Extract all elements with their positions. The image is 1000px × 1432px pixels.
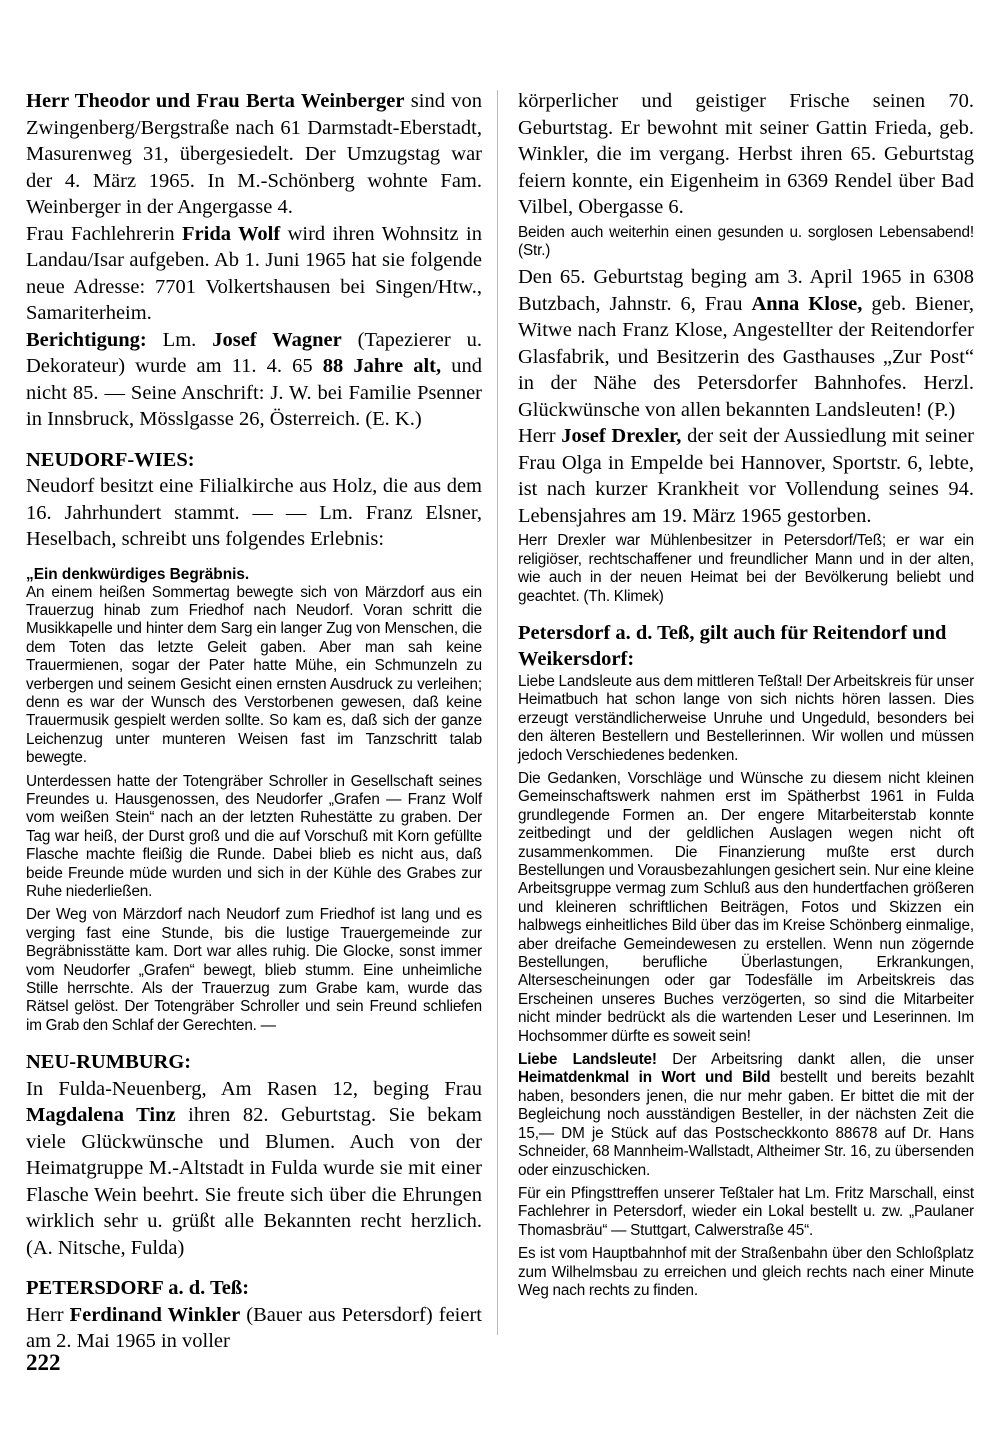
paragraph-small: Der Weg von Märzdorf nach Neudorf zum Friedhof ist lang und es verging fast eine Stunde, bis die lustige Trauergemeinde zur Begräbnisstätte kam. Dort war alles ruhig. Die Glocke, sonst immer vom Neudorfer „Grafen“ bewegt, blieb stumm. Eine unheimliche Stille herrschte. Als der Trauerzug zum Grabe kam, wurde das Rätsel gelöst. Der Totengräber Schroller und sein Freund schliefen im Grab den Schlaf der Gerechten. — [26, 906, 482, 1034]
right-column [518, 88, 974, 1338]
section-heading: PETERSDORF a. d. Teß: [26, 1277, 250, 1300]
section-heading: NEUDORF-WIES: [26, 448, 195, 471]
left-column [26, 88, 483, 1353]
paragraph-small: Für ein Pfingsttreffen unserer Teßtaler hat Lm. Fritz Marschall, einst Fachlehrer in Petersdorf, wieder ein Lokal bestellt u. zw. „Paulaner Thomasbräu“ — Stuttgart, Calwerstraße 45“. [518, 1184, 974, 1239]
paragraph: Neudorf besitzt eine Filialkirche aus Holz, die aus dem 16. Jahrhundert stammt. — — Lm. Franz Elsner, Heselbach, schreibt uns folgendes Erlebnis: [26, 475, 482, 550]
paragraph-small: Herr Drexler war Mühlenbesitzer in Petersdorf/Teß; er war ein religiöser, rechtschaffener und freundlicher Mann und in der alten, wie auch in der neuen Heimat bei der Bevölkerung beliebt und geachtet. (Th. Klimek) [518, 532, 974, 605]
paragraph: Herr Josef Drexler, der seit der Aussiedlung mit seiner Frau Olga in Empelde bei Hannover, Sportstr. 6, lebte, ist nach kurzer Krankheit vor Vollendung seines 94. Lebensjahres am 19. März 1965 gestorben. [518, 425, 974, 527]
paragraph-small: Beiden auch weiterhin einen gesunden u. sorglosen Lebensabend! (Str.) [518, 223, 974, 259]
paragraph-small: An einem heißen Sommertag bewegte sich von Märzdorf aus ein Trauerzug hinab zum Friedhof nach Neudorf. Voran schritt die Musikkapelle und hinter dem Sarg ein langer Zug von Menschen, die dem Toten das letzte Geleit gaben. Aber man sah keine Trauermienen, sogar der Pater hatte Mühe, ein Schmunzeln zu verbergen und seinem Gesicht einen ernsten Ausdruck zu verleihen; denn es war der Wunsch des Verstorbenen gewesen, daß keine Trauermusik gespielt werden sollte. So kam es, daß sich der ganze Leichenzug unter munteren Weisen fast im Tanzschritt talab bewegte. [26, 583, 482, 767]
text-columns [26, 88, 975, 1353]
paragraph: Berichtigung: Lm. Josef Wagner (Tapezierer u. Dekorateur) wurde am 11. 4. 65 88 Jahre alt, und nicht 85. — Seine Anschrift: J. W. bei Familie Psenner in Innsbruck, Mösslgasse 26, Österreich. (E. K.) [26, 328, 483, 430]
paragraph-small: Unterdessen hatte der Totengräber Schroller in Gesellschaft seines Freundes u. Hausgenossen, des Neudorfer „Grafen — Franz Wolf vom weißen Stein“ nach an der letzten Ruhestätte zu graben. Der Tag war heiß, der Durst groß und die auf Vorschuß mit Korn gefüllte Flasche machte fleißig die Runde. Dabei blieb es nicht aus, daß beide Freunde müde wurden und sich in der Kühle des Grabes zur Ruhe niederließen. [26, 772, 482, 900]
paragraph: Frau Fachlehrerin Frida Wolf wird ihren Wohnsitz in Landau/Isar aufgeben. Ab 1. Juni 1965 hat sie folgende neue Adresse: 7701 Volkertshausen bei Singen/Htw., Samariterheim. [26, 222, 482, 324]
section-heading: NEU-RUMBURG: [26, 1051, 192, 1074]
paragraph-small: Die Gedanken, Vorschläge und Wünsche zu diesem nicht kleinen Gemeinschaftswerk nahmen erst im Spätherbst 1961 in Fulda grundlegende Formen an. Der engere Mitarbeiterstab konnte zeitbedingt und der geldlichen Auslagen wegen nicht oft zusammenkommen. Die Finanzierung mußte erst durch Bestellungen und Vorausbezahlungen gesichert sein. Nur eine kleine Arbeitsgruppe vermag zum Schluß aus den hundertfachen größeren und kleineren schriftlichen Beiträgen, Fotos und Skizzen ein halbwegs einheitliches Bild über das im Kreise Schönberg einmalige, aber dreifache Gemeindewesen zu erstellen. Wenn nun zögernde Bestellungen, berufliche Überlastungen, Erkrankungen, Altersescheinungen oder gar Todesfälle im Arbeitskreis das Erscheinen unseres Buches verzögerten, so sind die Mitarbeiter nicht minder bedrückt als die wartenden Leser und Leserinnen. Im Hochsommer dürfte es soweit sein! [518, 769, 974, 1045]
paragraph: körperlicher und geistiger Frische seinen 70. Geburtstag. Er bewohnt mit seiner Gattin Frieda, geb. Winkler, die im vergang. Herbst ihren 65. Geburtstag feiern konnte, ein Eigenheim in 6369 Rendel über Bad Vilbel, Obergasse 6. [518, 90, 974, 218]
subsection-heading: „Ein denkwürdiges Begräbnis. [26, 565, 250, 583]
paragraph: Herr Ferdinand Winkler (Bauer aus Petersdorf) feiert am 2. Mai 1965 in voller [26, 1303, 482, 1353]
paragraph-small: Liebe Landsleute aus dem mittleren Teßtal! Der Arbeitskreis für unser Heimatbuch hat schon lange von sich nichts hören lassen. Dies erzeugt verständlicherweise Unruhe und Ungeduld, besonders bei den älteren Bestellern und Bestellerinnen. Wir wollen und müssen jedoch Verschiedenes bedenken. [518, 672, 975, 764]
paragraph-small: Liebe Landsleute! Der Arbeitsring dankt allen, die unser Heimatdenkmal in Wort und Bild bestellt und bereits bezahlt haben, besonders jenen, die nur mehr gaben. Er bittet die mit der Begleichung noch ausständigen Besteller, in der nächsten Zeit die 15,— DM je Stück auf das Postscheckkonto 88678 auf Dr. Hans Schneider, 68 Mannheim-Wallstadt, Altheimer Str. 16, zu übersenden oder einzuschicken. [518, 1051, 974, 1179]
page-number: 222 [26, 1350, 61, 1375]
paragraph-small: Es ist vom Hauptbahnhof mit der Straßenbahn über den Schloßplatz zum Wilhelmsbau zu erreichen und gleich rechts nach einer Minute Weg nach rechts zu finden. [518, 1245, 974, 1299]
paragraph: Herr Theodor und Frau Berta Weinberger sind von Zwingenberg/Bergstraße nach 61 Darmstadt-Eberstadt, Masurenweg 31, übergesiedelt. Der Umzugstag war der 4. März 1965. In M.-Schönberg wohnte Fam. Weinberger in der Angergasse 4. [26, 90, 482, 218]
paragraph: In Fulda-Neuenberg, Am Rasen 12, beging Frau Magdalena Tinz ihren 82. Geburtstag. Sie bekam viele Glückwünsche und Blumen. Auch von der Heimatgruppe M.-Altstadt in Fulda wurde sie mit einer Flasche Wein beehrt. Sie freute sich über die Ehrungen wirklich sehr u. grüßt alle Bekannten recht herzlich. (A. Nitsche, Fulda) [26, 1077, 482, 1259]
paragraph: Den 65. Geburtstag beging am 3. April 1965 in 6308 Butzbach, Jahnstr. 6, Frau Anna Klose, geb. Biener, Witwe nach Franz Klose, Angestellter der Reitendorfer Glasfabrik, und Besitzerin des Gasthauses „Zur Post“ in der Nähe des Petersdorfer Bahnhofes. Herzl. Glückwünsche von allen bekannten Landsleuten! (P.) [518, 266, 974, 421]
section-heading: Petersdorf a. d. Teß, gilt auch für Reitendorf und Weikersdorf: [518, 621, 947, 671]
